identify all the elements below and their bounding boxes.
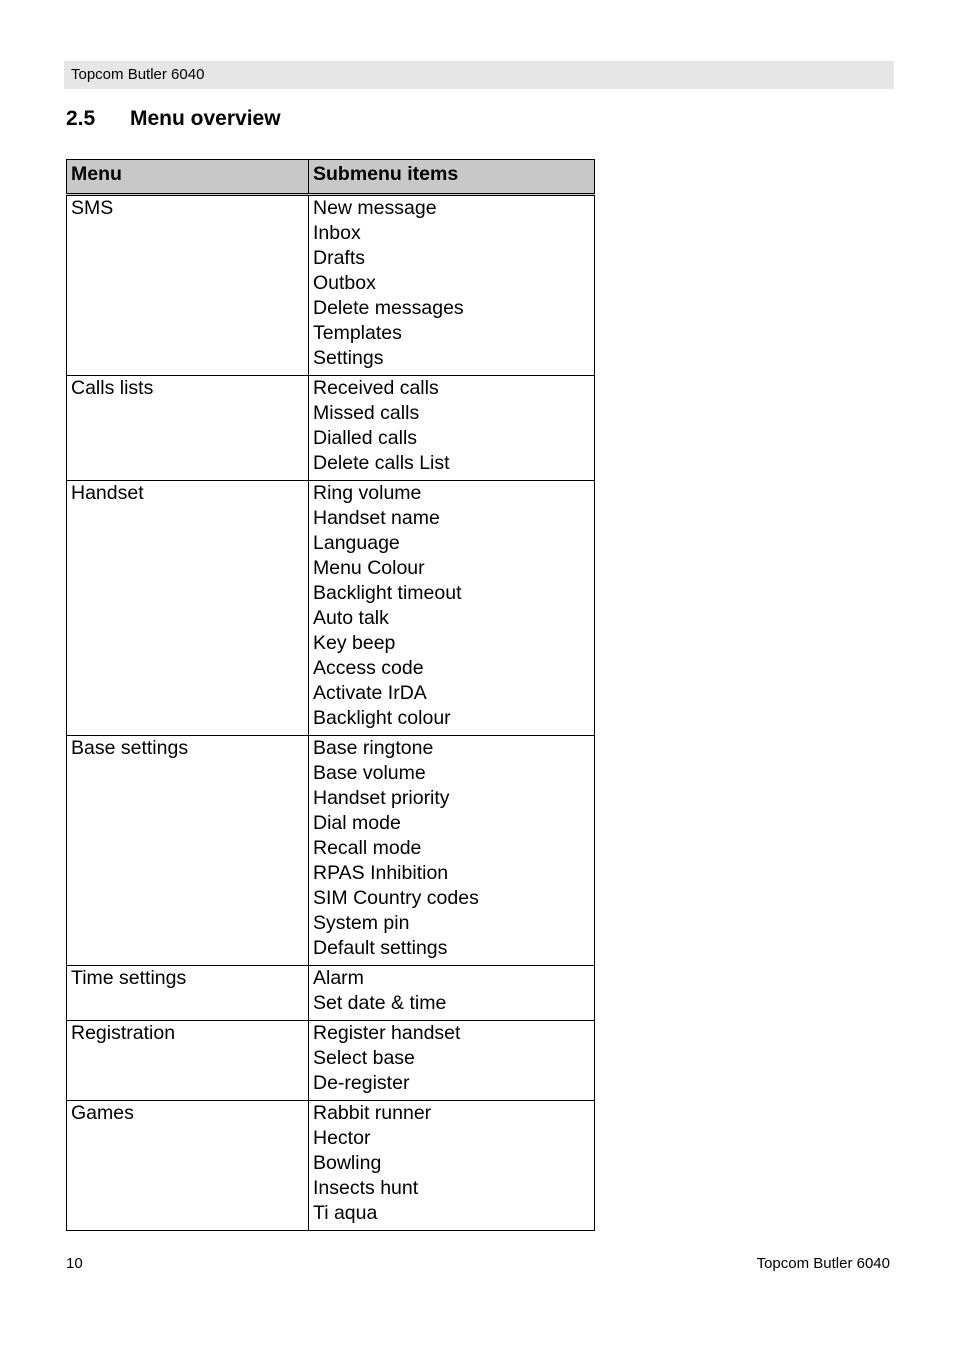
submenu-item: Auto talk xyxy=(313,607,389,629)
table-row xyxy=(67,376,595,481)
menu-cell: Registration xyxy=(67,1021,309,1101)
submenu-item: Recall mode xyxy=(313,837,422,859)
table-row xyxy=(67,195,595,376)
menu-overview-table xyxy=(66,159,595,1231)
section-number: 2.5 xyxy=(66,107,96,130)
table-header-row xyxy=(67,160,595,195)
submenu-item: Alarm xyxy=(313,967,364,989)
footer-page-number: 10 xyxy=(66,1255,83,1272)
submenu-item: Ring volume xyxy=(313,482,422,504)
table-body xyxy=(67,195,595,1231)
submenu-item: Dialled calls xyxy=(313,427,418,449)
menu-cell: Calls lists xyxy=(67,376,309,481)
submenu-item: Base ringtone xyxy=(313,737,434,759)
submenu-cell xyxy=(309,1021,595,1101)
submenu-item: Settings xyxy=(313,347,384,369)
submenu-item: Language xyxy=(313,532,400,554)
table-row xyxy=(67,1021,595,1101)
menu-cell: Games xyxy=(67,1101,309,1231)
submenu-item: Inbox xyxy=(313,222,361,244)
submenu-item: Insects hunt xyxy=(313,1177,419,1199)
submenu-item: Missed calls xyxy=(313,402,420,424)
submenu-item: System pin xyxy=(313,912,410,934)
submenu-item: Hector xyxy=(313,1127,371,1149)
menu-cell: Base settings xyxy=(67,736,309,966)
column-header-submenu: Submenu items xyxy=(309,160,595,195)
header-title: Topcom Butler 6040 xyxy=(71,66,205,83)
section-heading xyxy=(66,106,281,132)
table-row xyxy=(67,966,595,1021)
submenu-item: New message xyxy=(313,197,437,219)
submenu-item: Delete messages xyxy=(313,297,464,319)
menu-cell: Handset xyxy=(67,481,309,736)
submenu-item: Handset name xyxy=(313,507,440,529)
submenu-item: SIM Country codes xyxy=(313,887,479,909)
submenu-item: Set date & time xyxy=(313,992,447,1014)
column-header-menu: Menu xyxy=(67,160,309,195)
submenu-item: Backlight timeout xyxy=(313,582,462,604)
submenu-item: Outbox xyxy=(313,272,376,294)
footer-title: Topcom Butler 6040 xyxy=(756,1255,890,1272)
submenu-item: Drafts xyxy=(313,247,366,269)
submenu-cell xyxy=(309,481,595,736)
submenu-cell xyxy=(309,1101,595,1231)
submenu-item: Activate IrDA xyxy=(313,682,427,704)
table-row xyxy=(67,736,595,966)
submenu-cell xyxy=(309,376,595,481)
submenu-item: Key beep xyxy=(313,632,396,654)
submenu-item: Templates xyxy=(313,322,402,344)
submenu-item: Bowling xyxy=(313,1152,382,1174)
submenu-item: Access code xyxy=(313,657,424,679)
submenu-item: Ti aqua xyxy=(313,1202,378,1224)
submenu-item: Received calls xyxy=(313,377,439,399)
submenu-item: Menu Colour xyxy=(313,557,425,579)
submenu-item: Register handset xyxy=(313,1022,461,1044)
menu-cell: SMS xyxy=(67,195,309,376)
submenu-cell xyxy=(309,966,595,1021)
submenu-item: Dial mode xyxy=(313,812,401,834)
table-row xyxy=(67,1101,595,1231)
section-title: Menu overview xyxy=(130,107,281,130)
submenu-item: RPAS Inhibition xyxy=(313,862,449,884)
submenu-item: De-register xyxy=(313,1072,410,1094)
submenu-item: Default settings xyxy=(313,937,448,959)
menu-cell: Time settings xyxy=(67,966,309,1021)
submenu-cell xyxy=(309,736,595,966)
submenu-item: Base volume xyxy=(313,762,426,784)
submenu-item: Select base xyxy=(313,1047,415,1069)
page-header xyxy=(64,61,894,89)
submenu-cell xyxy=(309,195,595,376)
submenu-item: Backlight colour xyxy=(313,707,451,729)
submenu-item: Rabbit runner xyxy=(313,1102,432,1124)
submenu-item: Delete calls List xyxy=(313,452,450,474)
submenu-item: Handset priority xyxy=(313,787,450,809)
table-row xyxy=(67,481,595,736)
